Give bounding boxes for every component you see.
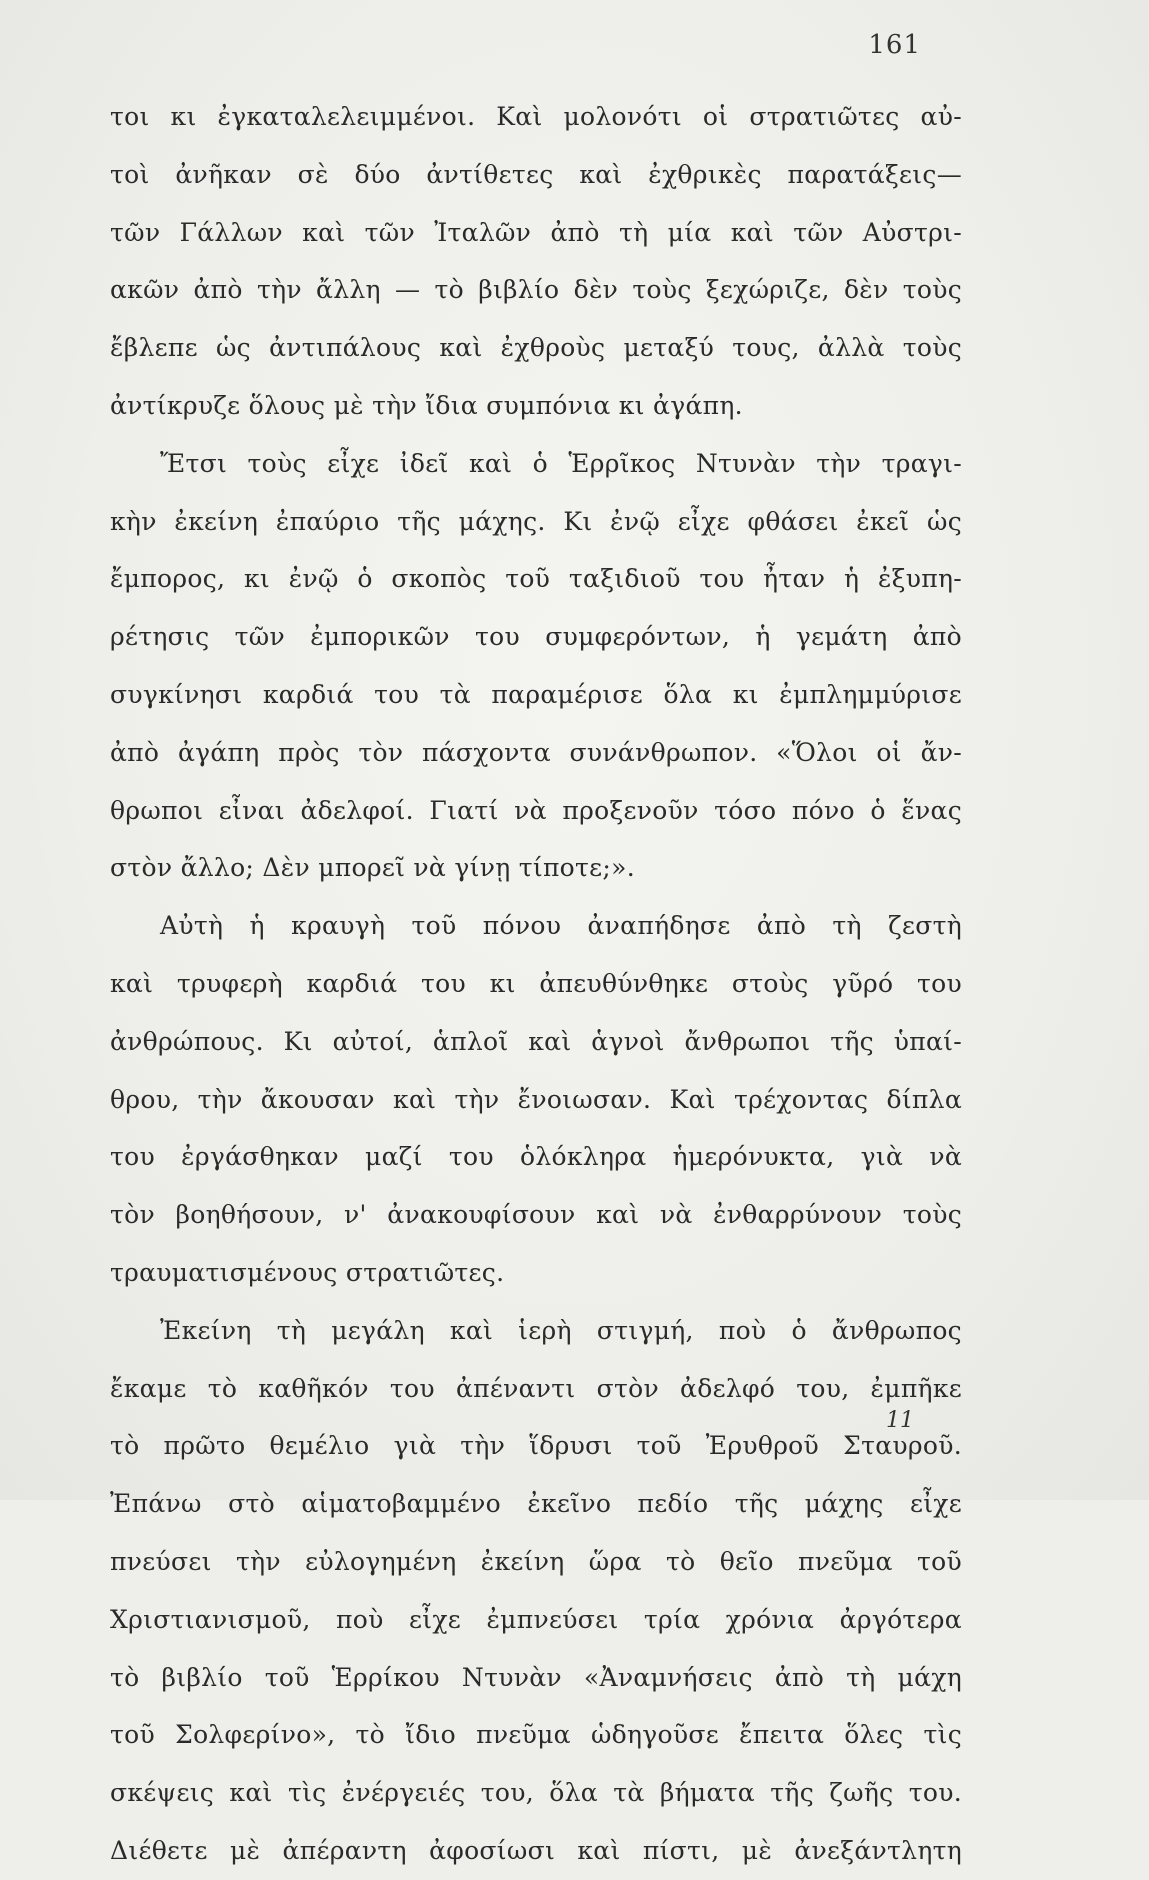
- text-line: Χριστιανισμοῦ, ποὺ εἶχε ἐμπνεύσει τρία χρόνια ἀργότερα: [110, 1604, 962, 1634]
- text-line: τὸν βοηθήσουν, ν' ἀνακουφίσουν καὶ νὰ ἐνθαρρύνουν τοὺς: [110, 1200, 962, 1230]
- text-line: του ἐργάσθηκαν μαζί του ὁλόκληρα ἡμερόνυκτα, γιὰ νὰ: [110, 1142, 962, 1172]
- page-number: 161: [868, 30, 921, 60]
- text-line: Ἔτσι τοὺς εἶχε ἰδεῖ καὶ ὁ Ἑρρῖκος Ντυνὰν τὴν τραγι-: [160, 448, 962, 478]
- text-line: ἔκαμε τὸ καθῆκόν του ἀπέναντι στὸν ἀδελφό του, ἐμπῆκε: [110, 1373, 962, 1403]
- text-line: ἀνθρώπους. Κι αὐτοί, ἁπλοῖ καὶ ἁγνοὶ ἄνθρωποι τῆς ὑπαί-: [110, 1026, 962, 1056]
- text-line: ακῶν ἀπὸ τὴν ἄλλη — τὸ βιβλίο δὲν τοὺς ξεχώριζε, δὲν τοὺς: [110, 275, 962, 305]
- signature-mark: 11: [886, 1408, 914, 1433]
- text-line: πνεύσει τὴν εὐλογημένη ἐκείνη ὥρα τὸ θεῖο πνεῦμα τοῦ: [110, 1546, 962, 1576]
- text-line: θρου, τὴν ἄκουσαν καὶ τὴν ἔνοιωσαν. Καὶ τρέχοντας δίπλα: [110, 1084, 962, 1114]
- text-line: ἔβλεπε ὡς ἀντιπάλους καὶ ἐχθροὺς μεταξύ τους, ἀλλὰ τοὺς: [110, 333, 962, 363]
- text-line: Ἐκείνη τὴ μεγάλη καὶ ἱερὴ στιγμή, ποὺ ὁ ἄνθρωπος: [160, 1315, 962, 1345]
- text-line: ἀντίκρυζε ὅλους μὲ τὴν ἴδια συμπόνια κι ἀγάπη.: [110, 390, 743, 420]
- text-line: σκέψεις καὶ τὶς ἐνέργειές του, ὅλα τὰ βήματα τῆς ζωῆς του.: [110, 1778, 962, 1808]
- text-line: κὴν ἐκείνη ἐπαύριο τῆς μάχης. Κι ἐνῷ εἶχε φθάσει ἐκεῖ ὡς: [110, 506, 962, 536]
- body-text: [110, 88, 962, 1880]
- text-line: ρέτησις τῶν ἐμπορικῶν του συμφερόντων, ἡ γεμάτη ἀπὸ: [110, 622, 962, 652]
- text-line: τὸ πρῶτο θεμέλιο γιὰ τὴν ἵδρυσι τοῦ Ἐρυθροῦ Σταυροῦ.: [110, 1431, 962, 1461]
- text-line: ἀπὸ ἀγάπη πρὸς τὸν πάσχοντα συνάνθρωπον. «Ὅλοι οἱ ἄν-: [110, 737, 962, 767]
- text-line: τοι κι ἐγκαταλελειμμένοι. Καὶ μολονότι οἱ στρατιῶτες αὐ-: [110, 102, 962, 131]
- text-line: τοὶ ἀνῆκαν σὲ δύο ἀντίθετες καὶ ἐχθρικὲς παρατάξεις—: [110, 159, 962, 189]
- text-line: συγκίνησι καρδιά του τὰ παραμέρισε ὅλα κι ἐμπλημμύρισε: [110, 679, 962, 709]
- text-line: τοῦ Σολφερίνο», τὸ ἴδιο πνεῦμα ὡδηγοῦσε ἔπειτα ὅλες τὶς: [110, 1720, 962, 1750]
- text-line: Αὐτὴ ἡ κραυγὴ τοῦ πόνου ἀναπήδησε ἀπὸ τὴ ζεστὴ: [160, 911, 962, 941]
- text-line: Ἐπάνω στὸ αἱματοβαμμένο ἐκεῖνο πεδίο τῆς μάχης εἶχε: [110, 1489, 962, 1519]
- text-line: στὸν ἄλλο; Δὲν μπορεῖ νὰ γίνῃ τίποτε;».: [110, 853, 635, 883]
- text-line: θρωποι εἶναι ἀδελφοί. Γιατί νὰ προξενοῦν τόσο πόνο ὁ ἕνας: [110, 795, 962, 825]
- text-line: ἔμπορος, κι ἐνῷ ὁ σκοπὸς τοῦ ταξιδιοῦ του ἦταν ἡ ἐξυπη-: [110, 564, 962, 594]
- text-line: τραυματισμένους στρατιῶτες.: [110, 1257, 505, 1287]
- text-line: Διέθετε μὲ ἀπέραντη ἀφοσίωσι καὶ πίστι, μὲ ἀνεξάντλητη: [110, 1835, 962, 1865]
- text-line: καὶ τρυφερὴ καρδιά του κι ἀπευθύνθηκε στοὺς γῦρό του: [110, 968, 962, 998]
- text-line: τῶν Γάλλων καὶ τῶν Ἰταλῶν ἀπὸ τὴ μία καὶ τῶν Αὐστρι-: [110, 217, 962, 247]
- text-line: τὸ βιβλίο τοῦ Ἑρρίκου Ντυνὰν «Ἀναμνήσεις ἀπὸ τὴ μάχη: [110, 1662, 962, 1692]
